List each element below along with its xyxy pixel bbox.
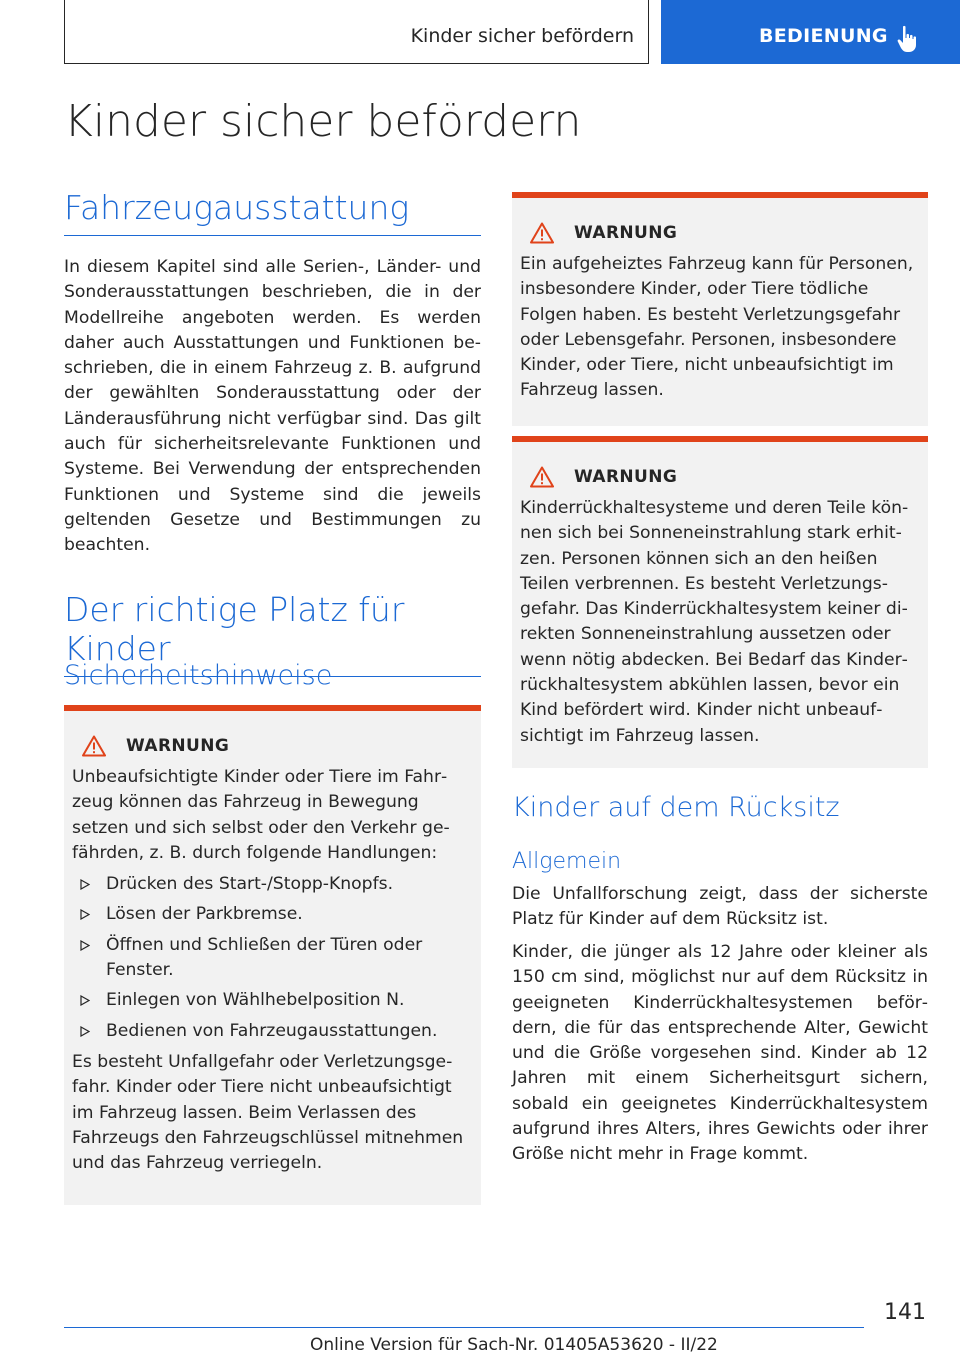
warning-box-unattended: [64, 705, 481, 1205]
heading-richtiger-platz: Der richtige Platz für Kinder: [64, 590, 481, 677]
heading-fahrzeugausstattung: Fahrzeugausstattung: [64, 188, 481, 236]
rear-seat-paragraph-2: Kinder, die jünger als 12 Jahre oder kleiner als 150 cm sind, möglichst nur auf dem Rücksitz in geeigneten Kinderrückhaltesystemen befördern, die für das entsprechende Alter, Gewicht und die Größe vorgesehen sind. Kinder ab 12 Jahren mit einem Sicherheitsgurt sichern, sobald ein geeignetes Kinderrückhaltesystem aufgrund ihres Alters, ihres Gewichts oder ihrer Größe nicht mehr in Frage kommt.: [512, 942, 928, 1165]
warning-box-hot-child-seat: [512, 436, 928, 768]
list-item: [72, 872, 473, 897]
triangle-bullet-icon: [80, 940, 90, 951]
heading-allgemein: Allgemein: [512, 849, 622, 874]
warning-triangle-icon: [530, 466, 554, 488]
equipment-paragraph: In diesem Kapitel sind alle Serien-, Länder- und Sonderausstattungen beschrieben, die in der Modellreihe angeboten werden. Es werden daher auch Ausstattungen und Funktionen beschrieben, die in einem Fahrzeug z. B. aufgrund der gewählten Sonderausstattung oder der Länderausführung nicht verfügbar sind. Das gilt auch für sicherheitsrelevante Funktionen und Systeme. Bei Verwendung der entsprechenden Funktionen und Systeme sind die jeweils geltenden Gesetze und Bestimmungen zu beachten.: [64, 257, 481, 556]
warning-header: [520, 464, 920, 490]
warning-label: WARNUNG: [574, 467, 678, 487]
heading-sicherheitshinweise: Sicherheitshinweise: [64, 660, 333, 691]
list-item-text: Bedienen von Fahrzeugausstattungen.: [106, 1020, 438, 1041]
header-chapter-title: Kinder sicher befördern: [410, 25, 634, 47]
triangle-bullet-icon: [80, 995, 90, 1006]
section-tab-label: BEDIENUNG: [759, 25, 888, 47]
warning-text: Kinderrückhaltesysteme und deren Teile können sich bei Sonneneinstrahlung stark erhitzen. Personen können sich an den heißen Teilen verbrennen. Es besteht Verletzungsgefahr. Das Kinderrückhaltesystem keiner direkten Sonneneinstrahlung aussetzen oder wenn nötig abdecken. Bei Bedarf das Kinderrückhaltesystem abkühlen lassen, bevor ein Kind befördert wird. Kinder nicht unbeaufsichtigt im Fahrzeug lassen.: [520, 498, 909, 746]
warning-header: [72, 733, 473, 759]
header-chapter-box: [64, 0, 649, 64]
list-item-text: Einlegen von Wählhebelposition N.: [106, 990, 405, 1011]
online-version-note: Online Version für Sach-Nr. 01405A53620 - II/22: [310, 1335, 718, 1355]
warning-intro: Unbeaufsichtigte Kinder oder Tiere im Fahrzeug können das Fahrzeug in Bewegung setzen und sich selbst oder den Verkehr gefährden, z. B. durch folgende Handlungen:: [72, 767, 450, 863]
warning-triangle-icon: [530, 222, 554, 244]
list-item: [72, 902, 473, 927]
list-item: [72, 933, 473, 984]
warning-label: WARNUNG: [126, 736, 230, 756]
rear-seat-paragraph-1: Die Unfallforschung zeigt, dass der sicherste Platz für Kinder auf dem Rücksitz ist.: [512, 884, 928, 930]
triangle-bullet-icon: [80, 1026, 90, 1037]
warning-text: Ein aufgeheiztes Fahrzeug kann für Personen, insbesondere Kinder, oder Tiere tödliche Folgen haben. Es besteht Verletzungsgefahr oder Lebensgefahr. Personen, insbesondere Kinder, oder Tiere, nicht unbeaufsichtigt im Fahrzeug lassen.: [520, 254, 914, 401]
triangle-bullet-icon: [80, 909, 90, 920]
list-item-text: Öffnen und Schließen der Türen oder Fenster.: [106, 934, 423, 981]
footer-rule: [64, 1327, 864, 1328]
list-item-text: Drücken des Start-/Stopp-Knopfs.: [106, 874, 394, 895]
triangle-bullet-icon: [80, 879, 90, 890]
list-item-text: Lösen der Parkbremse.: [106, 904, 303, 925]
warning-triangle-icon: [82, 735, 106, 757]
warning-outro: Es besteht Unfallgefahr oder Verletzungsgefahr. Kinder oder Tiere nicht unbeaufsichtigt im Fahrzeug lassen. Beim Verlassen des Fahrzeugs den Fahrzeugschlüssel mitnehmen und das Fahrzeug verriegeln.: [72, 1051, 464, 1174]
pointing-hand-icon: [897, 25, 923, 53]
warning-header: [520, 220, 920, 246]
warning-box-heated-vehicle: [512, 192, 928, 426]
header-section-tab: [661, 0, 960, 64]
list-item: [72, 1019, 473, 1044]
page-number: 141: [884, 1300, 926, 1325]
page-title: Kinder sicher befördern: [64, 96, 582, 147]
heading-kinder-ruecksitz: Kinder auf dem Rücksitz: [512, 792, 840, 823]
warning-action-list: [72, 872, 473, 1044]
warning-label: WARNUNG: [574, 223, 678, 243]
list-item: [72, 988, 473, 1013]
